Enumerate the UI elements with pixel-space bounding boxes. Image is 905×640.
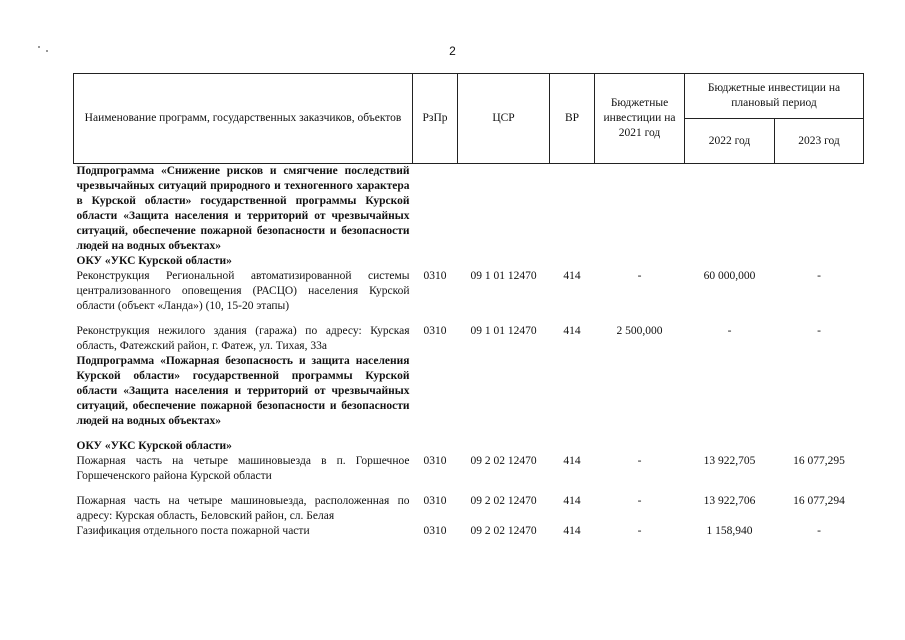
- value-2023: 16 077,294: [793, 495, 845, 507]
- value-2022: 60 000,000: [703, 270, 756, 282]
- value-2021: -: [637, 270, 642, 282]
- subprogram-title: Подпрограмма «Снижение рисков и смягчение последствий чрезвычайных ситуаций природного и техногенного характера в Курской области» государственной программы Курской области «Защита населения и территорий от чрезвычайных ситуаций, обеспечение пожарной безопасности и безопасности людей на водных объектах»: [76, 165, 410, 252]
- value-2021: -: [637, 525, 642, 537]
- header-year-2022: 2022 год: [685, 119, 775, 164]
- scan-speck: [38, 46, 40, 48]
- header-name: Наименование программ, государственных заказчиков, объектов: [74, 74, 413, 164]
- value-2022: 1 158,940: [706, 525, 753, 537]
- rzpr-code: 0310: [423, 455, 447, 467]
- value-2022: 13 922,706: [703, 495, 756, 507]
- subprogram-title: Подпрограмма «Пожарная безопасность и защита населения Курской области» государственной программы Курской области «Защита населения и территорий от чрезвычайных ситуаций, обеспечение пожарной безопасности и безопасности людей на водных объектах»: [76, 355, 410, 427]
- header-year-2023: 2023 год: [775, 119, 864, 164]
- vr-code: 414: [563, 455, 581, 467]
- table-row-org: [74, 439, 864, 454]
- header-rzpr: РзПр: [413, 74, 458, 164]
- header-budget-2021: Бюджетные инвестиции на 2021 год: [595, 74, 685, 164]
- vr-code: 414: [563, 270, 581, 282]
- rzpr-code: 0310: [423, 495, 447, 507]
- rzpr-code: 0310: [423, 270, 447, 282]
- header-planned-period: Бюджетные инвестиции на плановый период: [685, 74, 864, 119]
- value-2022: -: [727, 325, 732, 337]
- vr-code: 414: [563, 525, 581, 537]
- table-row-subprogram-title: [74, 354, 864, 439]
- header-vr: ВР: [550, 74, 595, 164]
- csr-code: 09 2 02 12470: [470, 525, 537, 537]
- table-row: [74, 494, 864, 524]
- customer-name: ОКУ «УКС Курской области»: [76, 440, 232, 452]
- csr-code: 09 1 01 12470: [470, 325, 537, 337]
- object-name: Пожарная часть на четыре машиновыезда в п. Горшечное Горшеченского района Курской области: [76, 455, 410, 482]
- value-2023: -: [817, 270, 821, 282]
- object-name: Реконструкция нежилого здания (гаража) по адресу: Курская область, Фатежский район, г. Фатеж, ул. Тихая, 33а: [76, 325, 410, 352]
- table-row-org: [74, 254, 864, 269]
- table-row: [74, 454, 864, 494]
- csr-code: 09 2 02 12470: [470, 455, 537, 467]
- value-2021: 2 500,000: [616, 325, 663, 337]
- object-name: Пожарная часть на четыре машиновыезда, расположенная по адресу: Курская область, Беловский район, сл. Белая: [76, 495, 410, 522]
- customer-name: ОКУ «УКС Курской области»: [76, 255, 232, 267]
- csr-code: 09 1 01 12470: [470, 270, 537, 282]
- rzpr-code: 0310: [423, 325, 447, 337]
- object-name: Газификация отдельного поста пожарной части: [76, 525, 310, 537]
- value-2023: 16 077,295: [793, 455, 845, 467]
- table-row: [74, 269, 864, 324]
- table-row-subprogram-title: [74, 164, 864, 255]
- table-row: [74, 324, 864, 354]
- csr-code: 09 2 02 12470: [470, 495, 537, 507]
- vr-code: 414: [563, 325, 581, 337]
- value-2023: -: [817, 325, 821, 337]
- value-2023: -: [817, 525, 821, 537]
- budget-table: [73, 73, 864, 539]
- vr-code: 414: [563, 495, 581, 507]
- table-row: [74, 524, 864, 539]
- value-2022: 13 922,705: [703, 455, 756, 467]
- scan-speck: [46, 50, 48, 52]
- value-2021: -: [637, 455, 642, 467]
- page-number: 2: [449, 44, 456, 58]
- value-2021: -: [637, 495, 642, 507]
- rzpr-code: 0310: [423, 525, 447, 537]
- object-name: Реконструкция Региональной автоматизированной системы централизованного оповещения (РАСЦО) населения Курской области (объект «Ланда») (10, 15-20 этапы): [76, 270, 410, 312]
- header-csr: ЦСР: [458, 74, 550, 164]
